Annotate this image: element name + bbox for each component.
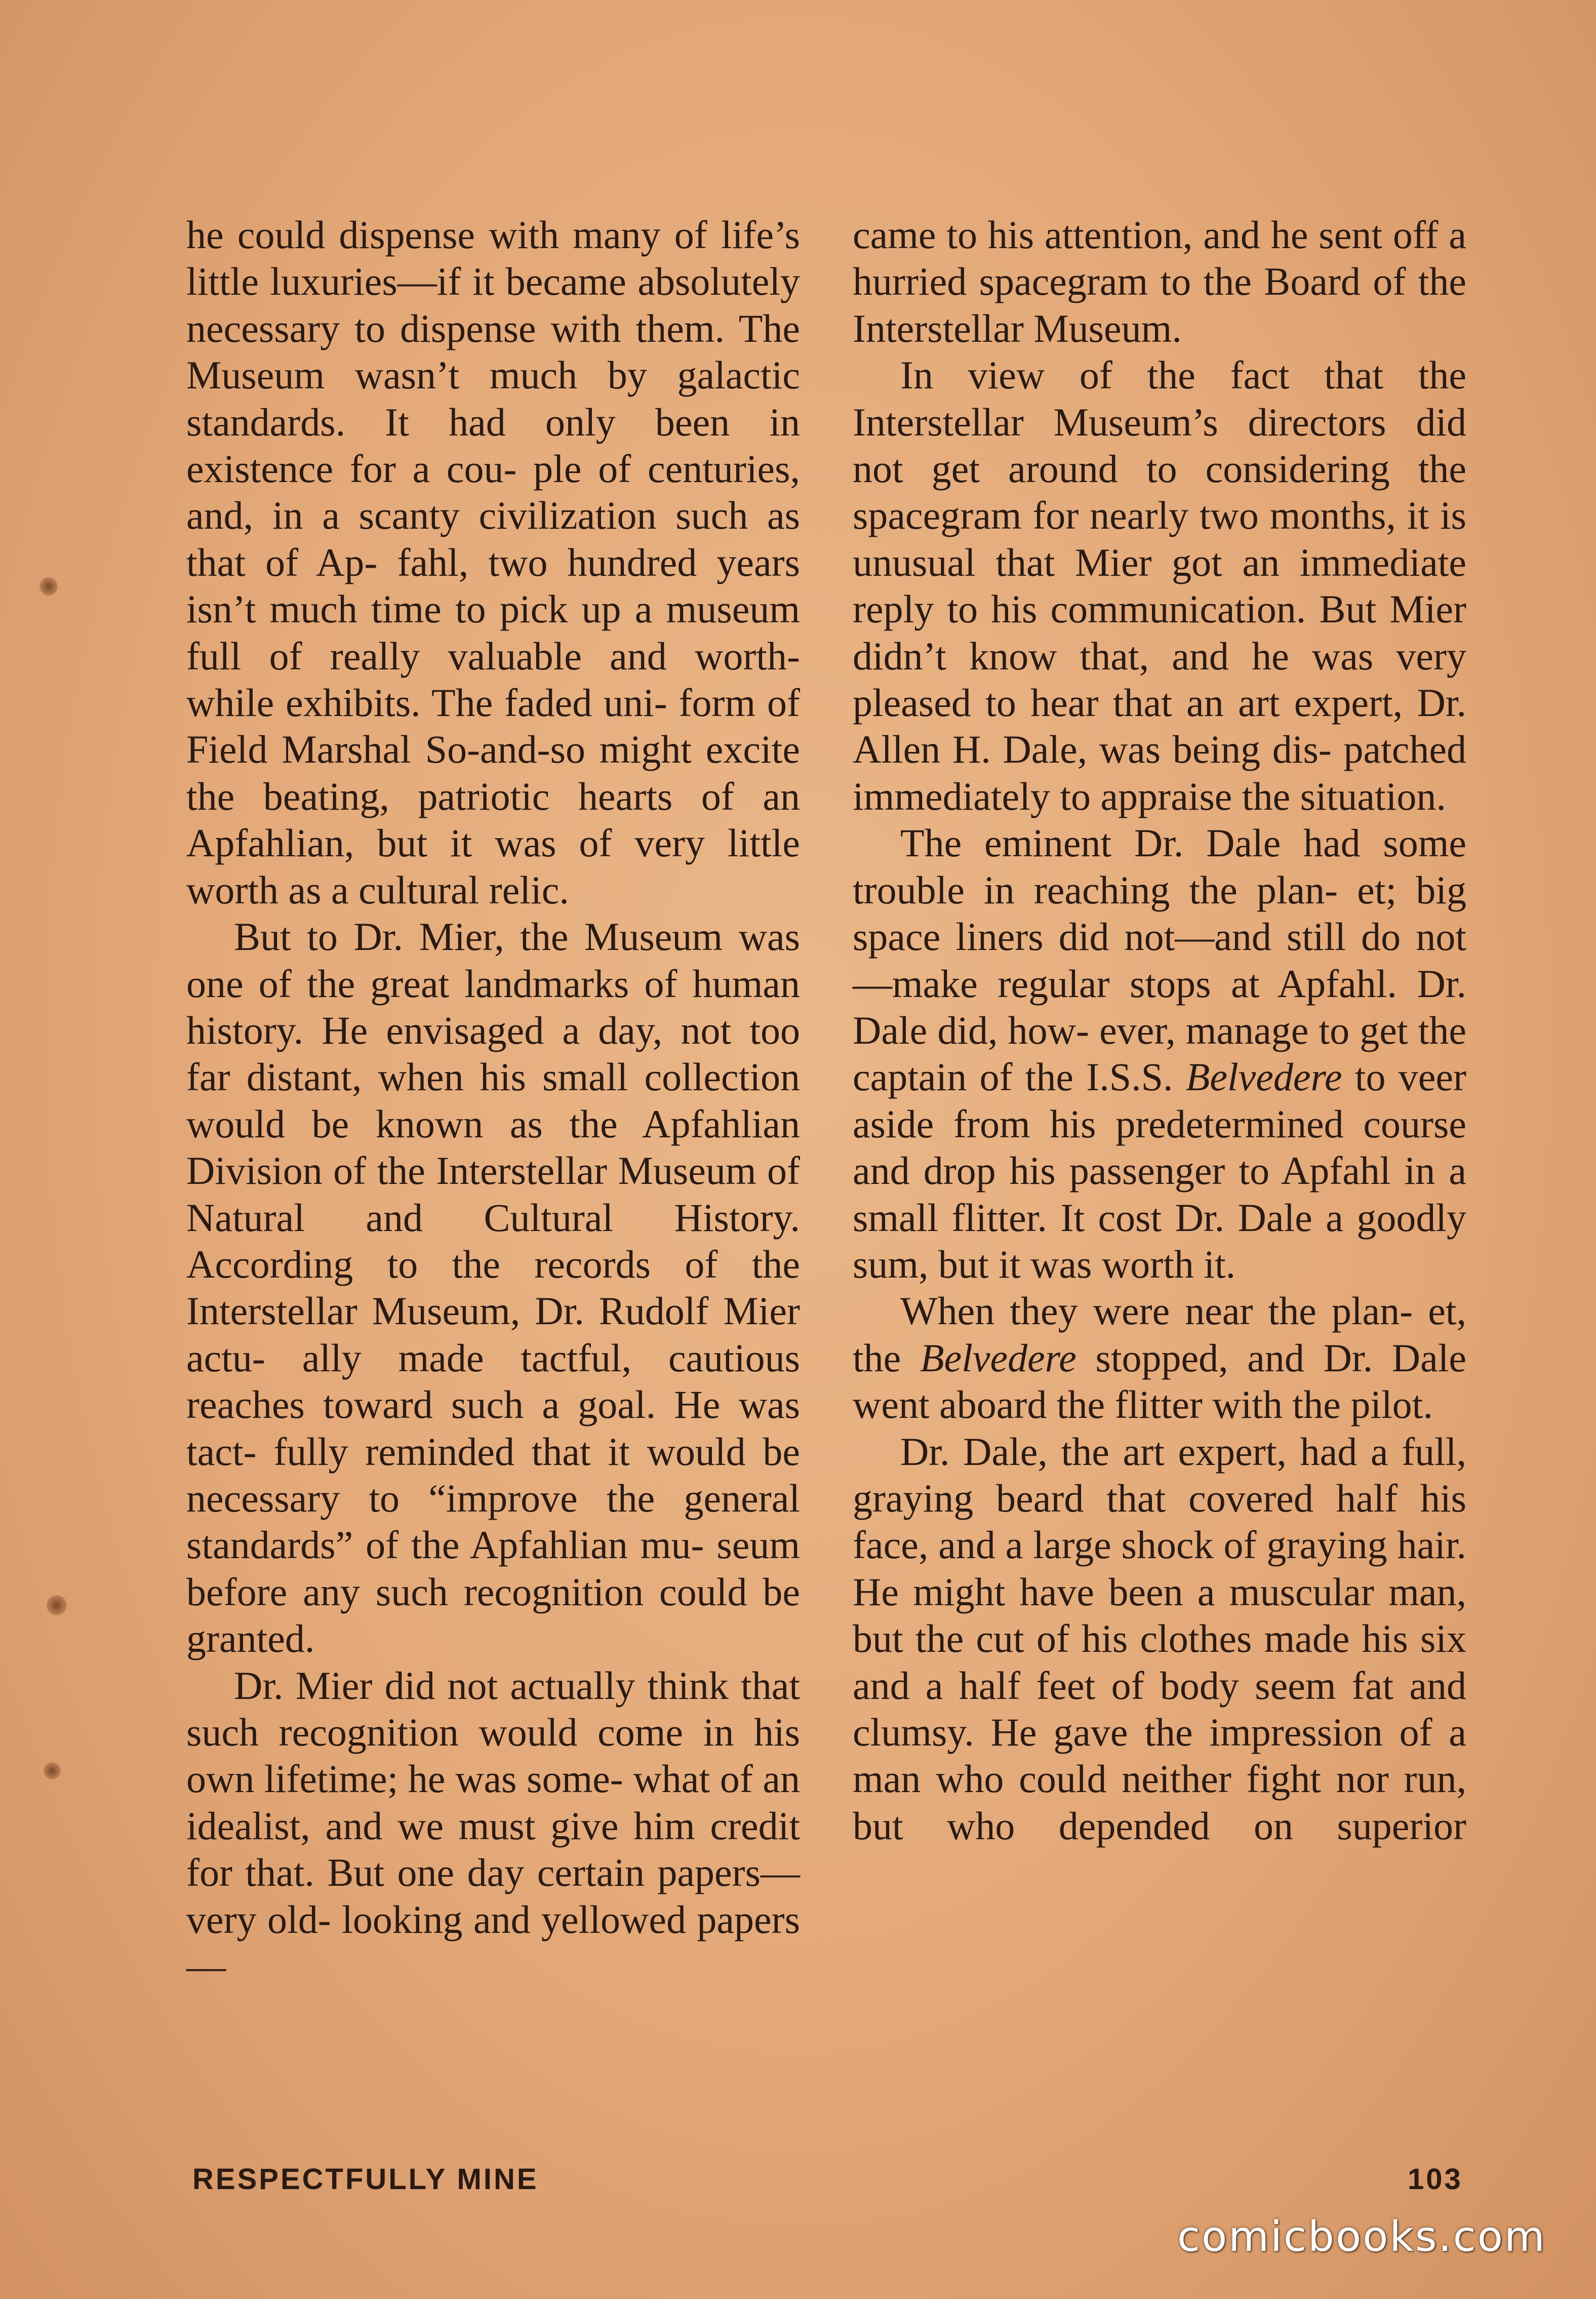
paragraph: Dr. Mier did not actually think that such recognition would come in his own lifetime; he was some- what of an idealist, and we must give him credit for that. But one day certain papers—very old- looking and yellowed papers—	[186, 1663, 800, 1989]
left-text-column	[186, 212, 800, 1990]
paragraph-text: stopped, and Dr. Dale went aboard the flitter with the pilot.	[853, 1335, 1466, 1427]
binding-hole	[39, 577, 58, 596]
ship-name: Belvedere	[920, 1335, 1076, 1380]
paragraph: he could dispense with many of life’s little luxuries—if it became absolutely necessary to dispense with them. The Museum wasn’t much by galactic standards. It had only been in existence for a cou- ple of centuries, and, in a scanty civilization such as that of Ap- fahl, two hundred years isn’t much time to pick up a museum full of really valuable and worth- while exhibits. The faded uni- form of Field Marshal So-and-so might excite the beating, patriotic hearts of an Apfahlian, but it was of very little worth as a cultural relic.	[186, 213, 800, 912]
page-number: 103	[1408, 2163, 1463, 2196]
running-title: RESPECTFULLY MINE	[192, 2163, 539, 2196]
binding-hole	[47, 1595, 67, 1615]
paragraph	[853, 1288, 1466, 1428]
paragraph-text: When they were near the plan- et, the	[853, 1289, 1466, 1380]
ship-name: Belvedere	[1185, 1055, 1342, 1099]
paragraph-text: to veer aside from his predetermined course and drop his passenger to Apfahl in a small flitter. It cost Dr. Dale a goodly sum, but it was worth it.	[853, 1055, 1467, 1286]
watermark: comicbooks.com	[1177, 2213, 1546, 2261]
binding-hole	[44, 1762, 61, 1779]
paragraph: But to Dr. Mier, the Museum was one of the great landmarks of human history. He envisaged a day, not too far distant, when his small collection would be known as the Apfahlian Division of the Interstellar Museum of Natural and Cultural History. According to the records of the Interstellar Museum, Dr. Rudolf Mier actu- ally made tactful, cautious reaches toward such a goal. He was tact- fully reminded that it would be necessary to “improve the general standards” of the Apfahlian mu- seum before any such recognition could be granted.	[186, 915, 800, 1661]
paragraph-text: The eminent Dr. Dale had some trouble in reaching the plan- et; big space liners did not—and still do not—make regular stops at Apfahl. Dr. Dale did, how- ever, manage to get the captain of the I.S.S.	[853, 821, 1466, 1099]
paragraph: In view of the fact that the Interstellar Museum’s directors did not get around to considering the spacegram for nearly two months, it is unusual that Mier got an immediate reply to his communication. But Mier didn’t know that, and he was very pleased to hear that an art expert, Dr. Allen H. Dale, was being dis- patched immediately to appraise the situation.	[853, 353, 1466, 818]
paragraph: Dr. Dale, the art expert, had a full, graying beard that covered half his face, and a large shock of graying hair. He might have been a muscular man, but the cut of his clothes made his six and a half feet of body seem fat and clumsy. He gave the impression of a man who could neither fight nor run, but who depended on superior	[853, 1429, 1466, 1848]
paragraph	[853, 820, 1466, 1288]
right-text-column	[853, 212, 1466, 1849]
paragraph: came to his attention, and he sent off a hurried spacegram to the Board of the Interstellar Museum.	[853, 213, 1466, 350]
